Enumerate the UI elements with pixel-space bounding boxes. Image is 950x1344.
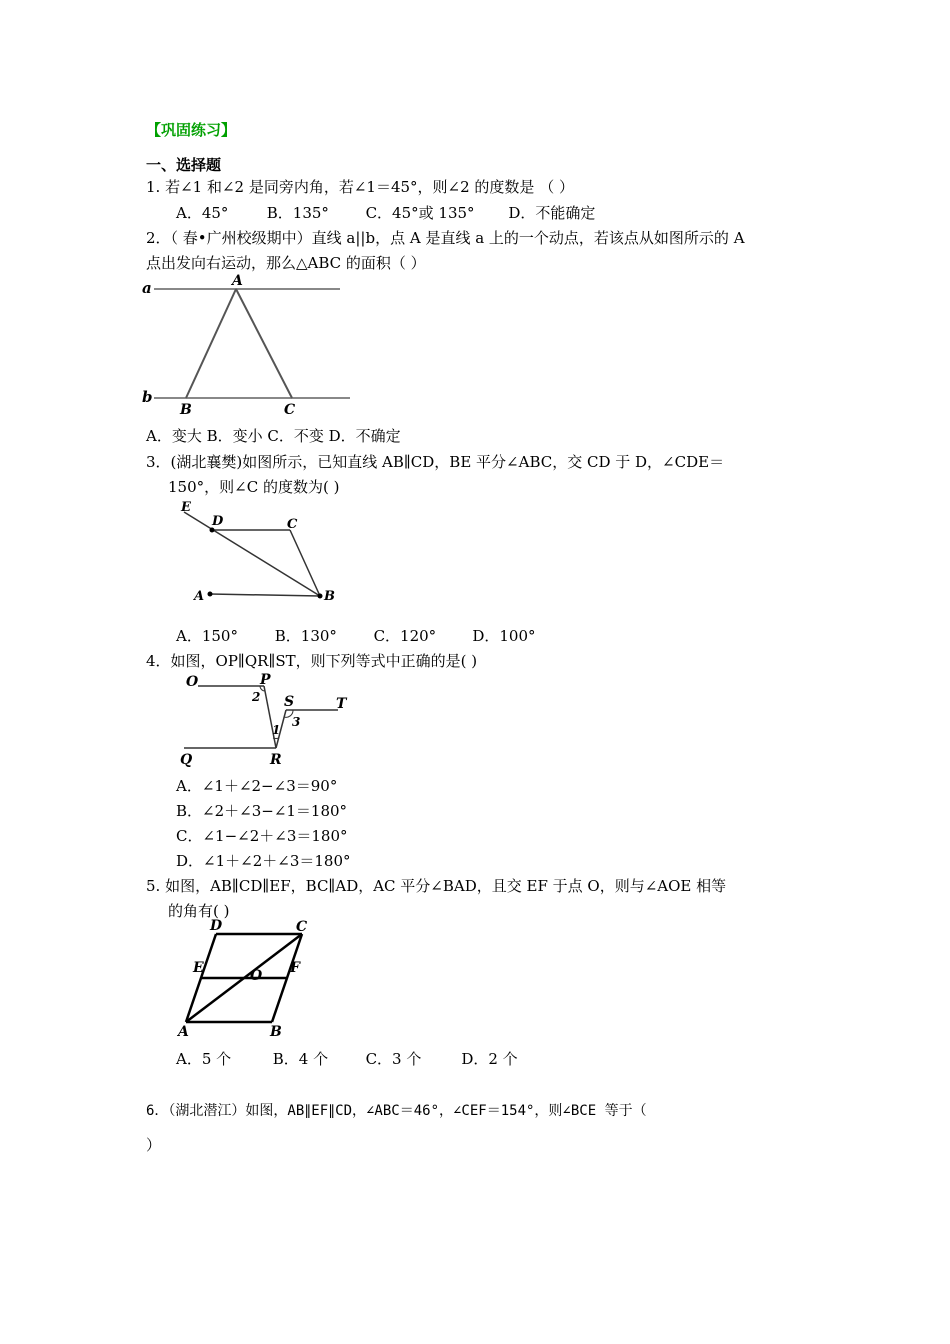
- segment-ab: [186, 289, 236, 398]
- q4-stem: 4．如图，OP∥QR∥ST，则下列等式中正确的是( ): [146, 652, 478, 670]
- label-A: A: [232, 273, 243, 289]
- label-C: C: [284, 402, 296, 418]
- q3-figure: [170, 497, 350, 609]
- label-D: D: [210, 918, 223, 934]
- point-b: [318, 594, 323, 599]
- q4-option-a: A．∠1＋∠2−∠3＝90°: [176, 777, 338, 795]
- q5-options: [176, 1049, 518, 1069]
- part-title: 一、选择题: [146, 156, 222, 174]
- label-F: F: [290, 960, 300, 976]
- q1-option-a: A．45°: [176, 204, 229, 222]
- q1-stem: 1. 若∠1 和∠2 是同旁内角，若∠1＝45°，则∠2 的度数是 （ ）: [146, 178, 574, 196]
- q1-option-d: D．不能确定: [508, 204, 596, 222]
- label-B: B: [270, 1024, 282, 1038]
- label-E: E: [193, 960, 204, 976]
- q4-figure: [176, 670, 356, 770]
- label-angle-3: 3: [292, 715, 301, 729]
- label-A: A: [178, 1024, 189, 1038]
- label-D: D: [212, 514, 224, 529]
- q5-option-b: B．4 个: [272, 1050, 329, 1068]
- label-O: O: [186, 674, 199, 690]
- q3-stem-line2: 150°，则∠C 的度数为( ): [168, 478, 340, 496]
- q6-stem-line1: 6．（湖北潜江）如图，AB∥EF∥CD，∠ABC＝46°，∠CEF＝154°，则∠BCE 等于（: [146, 1103, 647, 1119]
- q2-figure: [140, 272, 360, 420]
- label-A: A: [194, 589, 205, 604]
- label-C: C: [287, 517, 298, 532]
- q1-option-b: B．135°: [266, 204, 329, 222]
- label-b-line: b: [142, 388, 153, 406]
- label-O: O: [250, 968, 263, 984]
- q5-stem-line1: 5. 如图，AB∥CD∥EF，BC∥AD，AC 平分∠BAD，且交 EF 于点 O，则与∠AOE 相等: [146, 877, 727, 895]
- segment-ab: [210, 594, 320, 596]
- q2-stem-line1: 2．（ 春•广州校级期中）直线 a||b，点 A 是直线 a 上的一个动点，若该点从如图所示的 A: [146, 229, 745, 247]
- q5-figure: [172, 918, 322, 1038]
- q5-option-a: A．5 个: [176, 1050, 232, 1068]
- segment-ac: [236, 289, 292, 398]
- q4-option-b: B．∠2＋∠3−∠1＝180°: [176, 802, 348, 820]
- label-angle-2: 2: [252, 690, 261, 704]
- q2-options: A．变大 B．变小 C．不变 D．不确定: [146, 427, 401, 445]
- segment-eb: [184, 512, 320, 596]
- section-title: 【巩固练习】: [146, 121, 237, 139]
- q1-options: [176, 203, 595, 223]
- q3-option-b: B．130°: [274, 627, 337, 645]
- q2-stem-line2: 点出发向右运动，那么△ABC 的面积（ ）: [146, 254, 426, 272]
- q4-option-d: D．∠1＋∠2＋∠3＝180°: [176, 852, 351, 870]
- label-R: R: [270, 752, 282, 768]
- q3-stem-line1: 3．(湖北襄樊)如图所示，已知直线 AB∥CD，BE 平分∠ABC，交 CD 于 D，∠CDE＝: [146, 453, 725, 471]
- q3-option-a: A．150°: [176, 627, 238, 645]
- q3-option-d: D．100°: [472, 627, 536, 645]
- label-P: P: [260, 672, 271, 688]
- q5-option-c: C．3 个: [365, 1050, 422, 1068]
- q3-options: [176, 626, 536, 646]
- label-T: T: [336, 696, 347, 712]
- point-a: [208, 592, 213, 597]
- label-Q: Q: [180, 752, 193, 768]
- q4-option-c: C．∠1−∠2＋∠3＝180°: [176, 827, 348, 845]
- label-S: S: [284, 694, 295, 710]
- q1-option-c: C．45°或 135°: [365, 204, 475, 222]
- q5-option-d: D．2 个: [461, 1050, 518, 1068]
- q6-stem-line2: ）: [146, 1136, 162, 1154]
- label-a-line: a: [142, 279, 152, 297]
- label-B: B: [324, 589, 335, 604]
- q3-option-c: C．120°: [373, 627, 437, 645]
- label-E: E: [181, 500, 191, 515]
- q5-stem-line2: 的角有( ): [168, 902, 230, 920]
- label-C: C: [296, 919, 308, 935]
- label-angle-1: 1: [272, 723, 281, 737]
- label-B: B: [180, 402, 192, 418]
